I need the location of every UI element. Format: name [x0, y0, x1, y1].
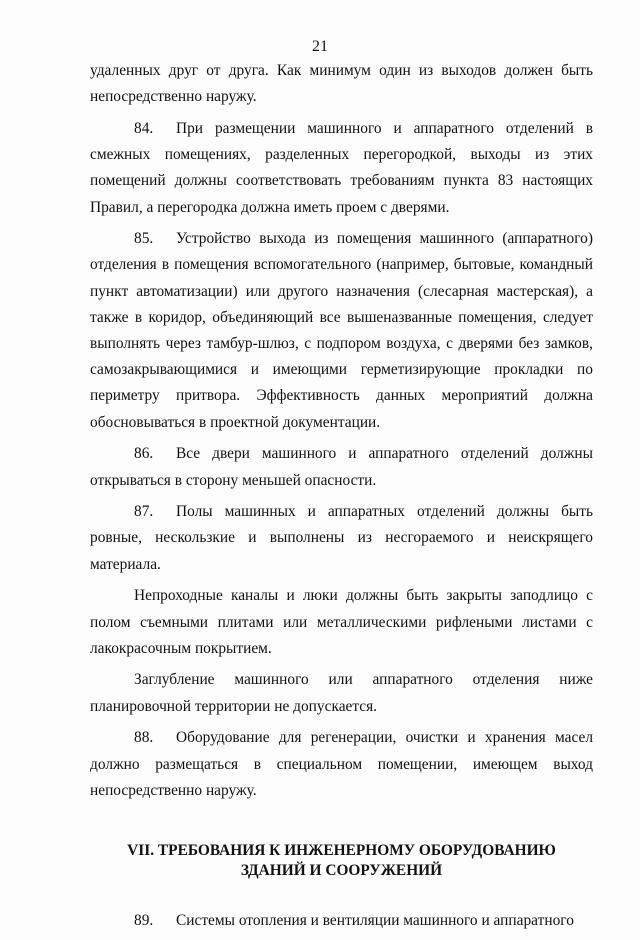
paragraph-text: Заглубление машинного или аппаратного отделения ниже планировочной территории не допускается. — [90, 671, 593, 715]
paragraph-number: 85. — [134, 230, 154, 248]
paragraphs-after — [90, 908, 593, 934]
paragraph — [90, 725, 593, 804]
paragraph-text: Оборудование для регенерации, очистки и хранения масел должно размещаться в специальном помещении, имеющем выход непосредственно наружу. — [90, 729, 593, 799]
paragraph-text: удаленных друг от друга. Как минимум один из выходов должен быть непосредственно наружу. — [90, 62, 593, 106]
paragraph-number: 89. — [134, 911, 154, 929]
paragraphs-before — [90, 58, 593, 804]
body-text — [90, 58, 593, 940]
section-heading-line-1: VII. ТРЕБОВАНИЯ К ИНЖЕНЕРНОМУ ОБОРУДОВАНИЮ — [127, 841, 556, 859]
paragraph — [90, 499, 593, 578]
paragraph-text: Непроходные каналы и люки должны быть закрыты заподлицо с полом съемными плитами или металлическими рифлеными листами с лакокрасочным покрытием. — [90, 587, 593, 657]
page-number: 21 — [312, 38, 328, 55]
section-heading — [90, 841, 593, 881]
paragraph-text: Устройство выхода из помещения машинного (аппаратного) отделения в помещения вспомогательного (например, бытовые, командный пункт автоматизации) или другого назначения (слесарная мастерская), а также в коридор, объединяющий все вышеназванные помещения, следует выполнять через тамбур-шлюз, с подпором воздуха, с дверями без замков, самозакрывающимися и имеющими герметизирующие прокладки по периметру притвора. Эффективность данных мероприятий должна обосновываться в проектной документации. — [90, 230, 593, 431]
paragraph — [90, 667, 593, 719]
paragraph — [90, 58, 593, 110]
paragraph-number: 87. — [134, 503, 154, 521]
paragraph — [90, 583, 593, 662]
paragraph — [90, 908, 593, 934]
paragraph-number: 84. — [134, 119, 154, 137]
section-heading-line-2: ЗДАНИЙ И СООРУЖЕНИЙ — [240, 861, 443, 879]
paragraph-text: Системы отопления и вентиляции машинного и аппаратного — [176, 911, 574, 929]
paragraph-number: 86. — [134, 445, 154, 463]
paragraph — [90, 116, 593, 221]
paragraph — [90, 441, 593, 493]
paragraph-text: При размещении машинного и аппаратного отделений в смежных помещениях, разделенных перегородкой, выходы из этих помещений должны соответствовать требованиям пункта 83 настоящих Правил, а перегородка должна иметь проем с дверями. — [90, 119, 593, 216]
paragraph-text: Полы машинных и аппаратных отделений должны быть ровные, нескользкие и выполнены из несгораемого и неискрящего материала. — [90, 503, 593, 573]
paragraph-text: Все двери машинного и аппаратного отделений должны открываться в сторону меньшей опасности. — [90, 445, 593, 489]
paragraph-number: 88. — [134, 729, 154, 747]
paragraph — [90, 226, 593, 436]
